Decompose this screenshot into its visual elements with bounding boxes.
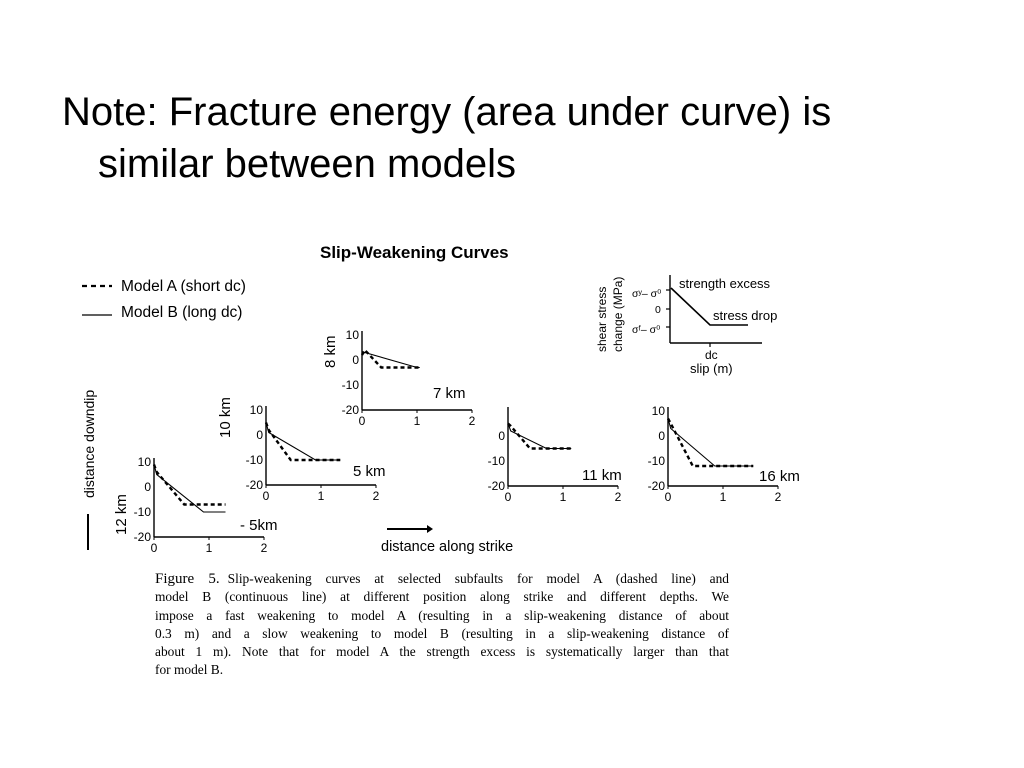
legend	[82, 278, 246, 321]
plot-4	[488, 407, 622, 504]
y-tick-label: 10	[651, 404, 665, 418]
plot-5	[648, 404, 800, 504]
x-tick-label: 0	[358, 414, 366, 428]
y-tick-label: 0	[352, 353, 359, 367]
caption-line-1: Slip-weakening curves at selected subfaults for model A (dashed line) and	[227, 571, 729, 586]
strike-position-label: 16 km	[759, 468, 800, 485]
schematic-ylabel-line-1: shear stress	[595, 286, 609, 352]
series-model-a-line	[362, 350, 420, 368]
series-model-b-line	[508, 424, 571, 449]
legend-label-model-b: Model B (long dc)	[121, 304, 243, 321]
plot-3	[113, 455, 278, 555]
schematic-inset	[595, 275, 777, 376]
series-model-a-line	[266, 423, 340, 461]
schematic-y-upper: σʸ– σ⁰	[632, 288, 662, 300]
y-tick-label: -20	[647, 479, 665, 493]
schematic-y-lower: σᶠ– σ⁰	[632, 324, 661, 336]
y-tick-label: -10	[487, 454, 505, 468]
y-tick-label: 0	[498, 429, 505, 443]
y-tick-label: 0	[144, 480, 151, 494]
y-tick-label: -10	[133, 505, 151, 519]
downdip-indicator	[81, 390, 97, 550]
plot-1	[322, 328, 476, 428]
series-model-b-line	[668, 419, 753, 467]
y-tick-label: 0	[658, 429, 665, 443]
schematic-y-zero: 0	[655, 304, 661, 316]
downdip-label: distance downdip	[81, 389, 97, 498]
x-tick-label: 0	[504, 490, 512, 504]
x-tick-label: 0	[664, 490, 672, 504]
caption-line-4: 0.3 m) and a slow weakening to model B (resulting in a slip-weakening distance of	[155, 625, 729, 641]
caption-line-5: about 1 m). Note that for model A the strength excess is systematically larger than that	[155, 644, 729, 660]
slide-title-line-2: similar between models	[98, 142, 516, 186]
y-tick-label: 0	[256, 428, 263, 442]
strike-position-label: 11 km	[582, 467, 622, 484]
y-tick-label: -20	[245, 478, 263, 492]
figure-title: Slip-Weakening Curves	[320, 243, 509, 262]
strike-label: distance along strike	[381, 539, 514, 555]
strike-indicator	[381, 525, 513, 555]
figure-caption	[155, 570, 729, 680]
strike-arrowhead-icon	[427, 525, 433, 533]
x-tick-label: 2	[468, 414, 476, 428]
y-tick-label: 10	[345, 328, 359, 342]
schematic-ylabel-line-2: change (MPa)	[611, 276, 625, 352]
y-tick-label: -20	[133, 530, 151, 544]
x-tick-label: 0	[150, 541, 158, 555]
y-tick-label: -20	[487, 479, 505, 493]
series-model-a-line	[154, 465, 226, 505]
caption-label: Figure 5.	[155, 571, 220, 587]
caption-line-6: for model B.	[155, 662, 224, 678]
y-tick-label: 10	[137, 455, 151, 469]
depth-label: 10 km	[217, 397, 234, 438]
strike-position-label: - 5km	[240, 517, 278, 534]
y-tick-label: -10	[245, 453, 263, 467]
depth-label: 8 km	[322, 335, 339, 368]
strike-position-label: 7 km	[433, 385, 466, 402]
y-tick-label: -20	[341, 403, 359, 417]
caption-line-2: model B (continuous line) at different position along strike and different depths. We	[155, 589, 729, 605]
x-tick-label: 1	[317, 489, 325, 503]
schematic-stress-drop: stress drop	[713, 308, 778, 323]
depth-label: 12 km	[113, 494, 130, 535]
x-tick-label: 1	[559, 490, 567, 504]
y-tick-label: -10	[341, 378, 359, 392]
x-tick-label: 0	[262, 489, 270, 503]
strike-position-label: 5 km	[353, 463, 386, 480]
x-tick-label: 2	[774, 490, 782, 504]
slide-title-line-1: Note: Fracture energy (area under curve) is	[62, 90, 832, 134]
x-tick-label: 2	[372, 489, 380, 503]
schematic-xlabel: slip (m)	[690, 361, 733, 376]
schematic-strength-excess: strength excess	[679, 276, 771, 291]
y-tick-label: 10	[249, 403, 263, 417]
schematic-dc-label: dc	[705, 348, 718, 362]
series-model-b-line	[362, 353, 420, 368]
x-tick-label: 1	[205, 541, 213, 555]
x-tick-label: 2	[614, 490, 622, 504]
legend-label-model-a: Model A (short dc)	[121, 278, 246, 295]
x-tick-label: 1	[413, 414, 421, 428]
x-tick-label: 2	[260, 541, 268, 555]
series-model-a-line	[668, 419, 753, 467]
caption-line-3: impose a fast weakening to model A (resulting in a slip-weakening distance of about	[155, 607, 729, 623]
y-tick-label: -10	[647, 454, 665, 468]
x-tick-label: 1	[719, 490, 727, 504]
